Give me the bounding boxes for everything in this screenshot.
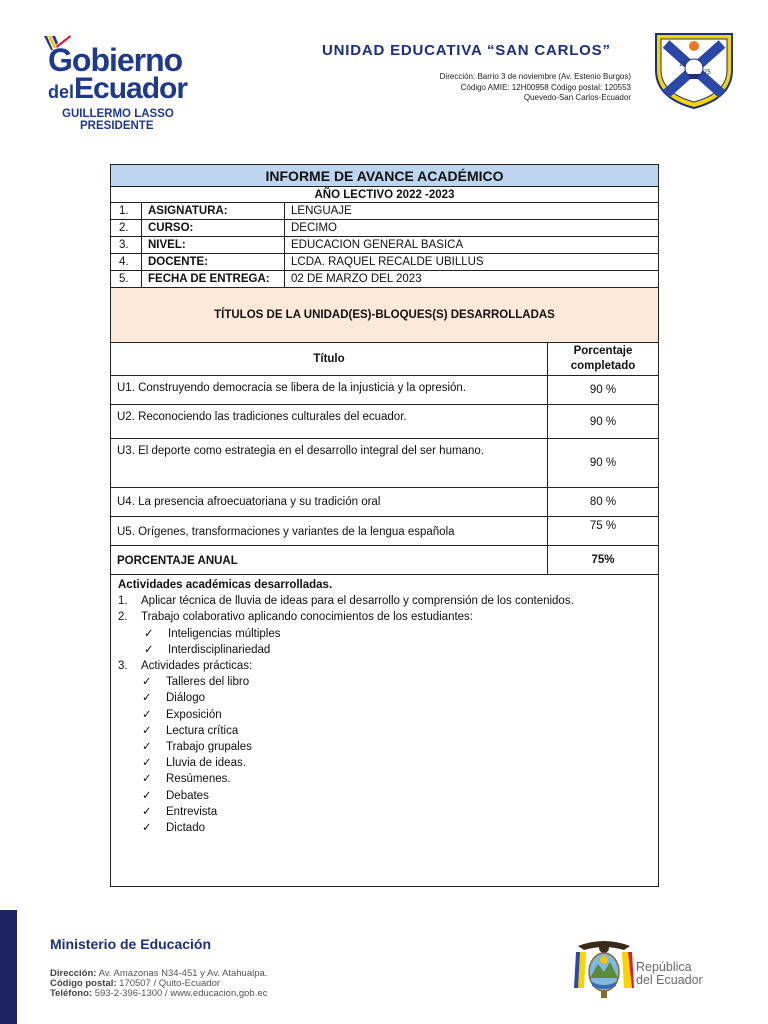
academic-year: AÑO LECTIVO 2022 -2023 (111, 187, 658, 203)
checkmark-icon: ✓ (142, 708, 152, 721)
column-title-header: Título (111, 343, 548, 375)
activity-sub-item: ✓ Lectura crítica (118, 723, 651, 739)
info-row-course: 2. CURSO: DECIMO (111, 220, 658, 237)
activity-sub-item: ✓ Entrevista (118, 804, 651, 820)
unit-row-u3: U3. El deporte como estrategia en el desarrollo integral del ser humano. 90 % (111, 439, 658, 488)
svg-text:75: 75 (704, 70, 711, 76)
units-column-headers (111, 343, 658, 376)
unit-row-u1: U1. Construyendo democracia se libera de la injusticia y la opresión. 90 % (111, 376, 658, 405)
activity-item-3: 3. Actividades prácticas: (118, 660, 253, 673)
activity-sub-item: ✓ Lluvia de ideas. (118, 755, 651, 771)
activities-section (111, 575, 658, 886)
info-row-delivery-date: 5. FECHA DE ENTREGA: 02 DE MARZO DEL 2023 (111, 271, 658, 288)
school-address: Dirección: Barrio 3 de noviembre (Av. Estenio Burgos) Código AMIE: 12H00958 Código postal: 120553 Quevedo-San Carlos-Ecuador (439, 72, 631, 102)
checkmark-icon: ✓ (142, 822, 152, 835)
checkmark-icon: ✓ (144, 627, 154, 640)
checkmark-icon: ✓ (142, 773, 152, 786)
republica-del-ecuador-text: República del Ecuador (636, 960, 703, 987)
info-row-teacher: 4. DOCENTE: LCDA. RAQUEL RECALDE UBILLUS (111, 254, 658, 271)
gov-logo-line2: delEcuador (48, 72, 188, 105)
activity-item-2: 2. Trabajo colaborativo aplicando conocimientos de los estudiantes: (118, 611, 473, 624)
activity-sub-item: ✓ Interdisciplinariedad (118, 642, 651, 658)
school-crest-icon (652, 30, 736, 110)
activity-sub-item: ✓ Trabajo grupales (118, 739, 651, 755)
coat-of-arms-icon (574, 938, 634, 1000)
annual-percent-row: PORCENTAJE ANUAL 75% (111, 546, 658, 575)
activity-sub-item: ✓ Inteligencias múltiples (118, 626, 651, 642)
info-row-level: 3. NIVEL: EDUCACION GENERAL BASICA (111, 237, 658, 254)
checkmark-icon: ✓ (142, 805, 152, 818)
report-title: INFORME DE AVANCE ACADÉMICO (111, 165, 658, 187)
svg-text:19: 19 (679, 62, 686, 68)
info-row-subject: 1. ASIGNATURA: LENGUAJE (111, 203, 658, 220)
school-name: UNIDAD EDUCATIVA “SAN CARLOS” (322, 42, 611, 59)
gov-logo-president-name: GUILLERMO LASSO (62, 108, 174, 120)
activity-sub-item: ✓ Debates (118, 788, 651, 804)
checkmark-icon: ✓ (142, 789, 152, 802)
checkmark-icon: ✓ (142, 741, 152, 754)
unit-row-u5: U5. Orígenes, transformaciones y variantes de la lengua española 75 % (111, 517, 658, 546)
academic-report-table (110, 164, 659, 887)
unit-row-u2: U2. Reconociendo las tradiciones culturales del ecuador. 90 % (111, 405, 658, 439)
checkmark-icon: ✓ (144, 643, 154, 656)
activity-sub-item: ✓ Resúmenes. (118, 771, 651, 787)
checkmark-icon: ✓ (142, 676, 152, 689)
activity-sub-item: ✓ Exposición (118, 707, 651, 723)
footer-side-bar (0, 910, 17, 1024)
activity-item-1: 1. Aplicar técnica de lluvia de ideas para el desarrollo y comprensión de los contenidos. (118, 595, 574, 608)
units-section-header: TÍTULOS DE LA UNIDAD(ES)-BLOQUES(S) DESARROLLADAS (111, 288, 658, 343)
unit-row-u4: U4. La presencia afroecuatoriana y su tradición oral 80 % (111, 488, 658, 517)
activities-title: Actividades académicas desarrolladas. (118, 579, 333, 591)
checkmark-icon: ✓ (142, 724, 152, 737)
ministry-name: Ministerio de Educación (50, 936, 212, 952)
gov-logo-president-title: PRESIDENTE (80, 120, 154, 132)
gobierno-del-ecuador-logo (40, 30, 200, 130)
activity-sub-item: ✓ Dictado (118, 820, 651, 836)
column-percent-header: Porcentaje completado (570, 345, 636, 372)
checkmark-icon: ✓ (142, 757, 152, 770)
activity-sub-item: ✓ Talleres del libro (118, 674, 651, 690)
checkmark-icon: ✓ (142, 692, 152, 705)
ministry-contact: Dirección: Av. Amazonas N34-451 y Av. Atahualpa. Código postal: 170507 / Quito-Ecuador Teléfono: 593-2-396-1300 / www.educacion.gob.ec (50, 968, 268, 999)
gov-logo-line1: Gobierno (48, 42, 183, 78)
activity-sub-item: ✓ Diálogo (118, 690, 651, 706)
